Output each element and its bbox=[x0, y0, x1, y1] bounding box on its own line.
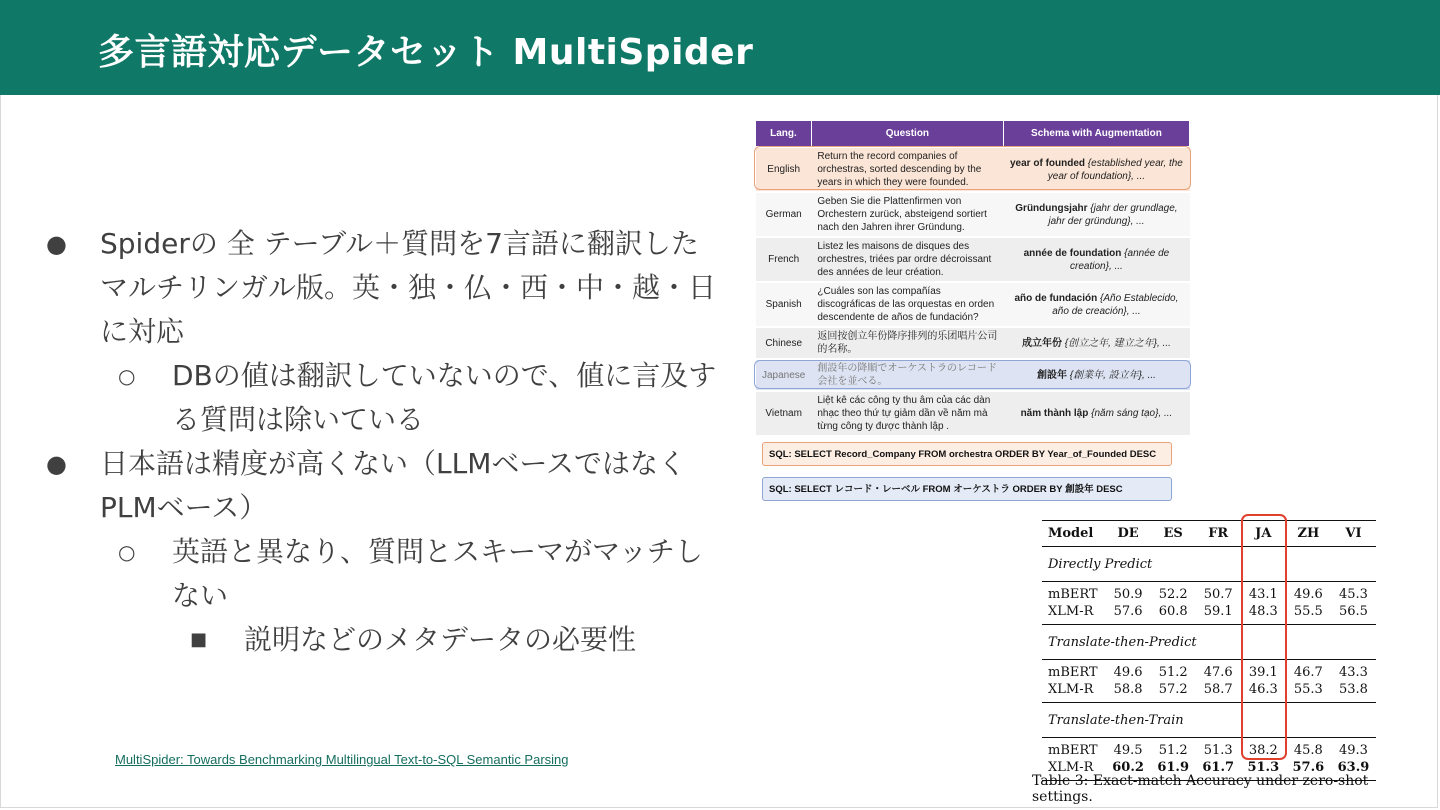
bullet-text: DBの値は翻訳していないので、値に言及する質問は除いている bbox=[172, 359, 717, 436]
score-cell: 49.3 bbox=[1338, 743, 1368, 758]
model-name: mBERT bbox=[1048, 743, 1098, 758]
schema-name: năm thành lập bbox=[1020, 408, 1089, 419]
results-row bbox=[1042, 603, 1376, 625]
schema-cell bbox=[1003, 192, 1189, 237]
language-name: German bbox=[756, 192, 811, 237]
question-text: Geben Sie die Plattenfirmen von Orchestern zurück, absteigend sortiert nach den Jahren ihrer Gründung. bbox=[811, 192, 1003, 237]
language-example-figure bbox=[740, 115, 1200, 510]
results-table bbox=[1042, 520, 1376, 781]
schema-augmentation: {année de creation}, ... bbox=[1070, 247, 1170, 272]
language-name: Japanese bbox=[756, 359, 811, 391]
language-row bbox=[756, 327, 1190, 359]
score-cell: 55.5 bbox=[1286, 603, 1331, 625]
score-cell: 49.5 bbox=[1113, 743, 1143, 758]
language-name: Chinese bbox=[756, 327, 811, 359]
score-cell: 60.8 bbox=[1151, 603, 1196, 625]
schema-augmentation: {jahr der grundlage, jahr der gründung}, ... bbox=[1048, 202, 1178, 227]
score-cell: 48.3 bbox=[1241, 603, 1286, 625]
score-cell: 39.1 bbox=[1248, 665, 1278, 680]
score-cell: 55.3 bbox=[1286, 681, 1331, 703]
score-cell: 51.3 bbox=[1203, 743, 1233, 758]
results-row bbox=[1042, 660, 1376, 682]
score-cell: 51.2 bbox=[1158, 665, 1188, 680]
schema-cell bbox=[1003, 237, 1189, 282]
reference-link[interactable]: MultiSpider: Towards Benchmarking Multilingual Text-to-SQL Semantic Parsing bbox=[115, 752, 569, 767]
results-header-cell: ZH bbox=[1286, 521, 1331, 547]
score-cell: 47.6 bbox=[1203, 665, 1233, 680]
group-label: Directly Predict bbox=[1042, 547, 1376, 582]
question-text: 返回按创立年份降序排列的乐团唱片公司的名称。 bbox=[811, 327, 1003, 359]
ja-column-highlight bbox=[1241, 514, 1287, 760]
score-cell: 61.9 bbox=[1151, 759, 1196, 781]
schema-cell bbox=[1003, 391, 1189, 435]
language-name: English bbox=[756, 147, 811, 192]
slide-title: 多言語対応データセット MultiSpider bbox=[98, 32, 754, 73]
language-name: Spanish bbox=[756, 282, 811, 327]
results-header-cell: FR bbox=[1196, 521, 1241, 547]
model-name: XLM-R bbox=[1042, 603, 1106, 625]
bullet-marker: ● bbox=[46, 450, 67, 478]
bullet-level2 bbox=[40, 530, 720, 618]
score-cell: 45.3 bbox=[1338, 587, 1368, 602]
bullet-text: 日本語は精度が高くない（LLMベースではなくPLMベース） bbox=[100, 447, 686, 524]
score-cell: 57.2 bbox=[1151, 681, 1196, 703]
score-cell: 58.8 bbox=[1106, 681, 1151, 703]
table-caption: Table 3: Exact-match Accuracy under zero-shot settings. bbox=[1032, 773, 1369, 805]
language-row bbox=[756, 237, 1190, 282]
schema-name: Gründungsjahr bbox=[1015, 202, 1088, 214]
results-row bbox=[1042, 738, 1376, 760]
results-header-cell: DE bbox=[1106, 521, 1151, 547]
score-cell: 63.9 bbox=[1331, 759, 1376, 781]
schema-augmentation: {established year, the year of foundation}, ... bbox=[1047, 157, 1183, 182]
model-name: mBERT bbox=[1048, 587, 1098, 602]
score-cell: 50.9 bbox=[1113, 587, 1143, 602]
score-cell: 61.7 bbox=[1196, 759, 1241, 781]
results-group-row bbox=[1042, 703, 1376, 738]
title-bar bbox=[0, 0, 1440, 95]
score-cell: 46.3 bbox=[1241, 681, 1286, 703]
schema-augmentation: {創業年, 設立年}, ... bbox=[1066, 369, 1156, 381]
question-text: ¿Cuáles son las compañías discográficas de las orquestas en orden descendente de años de fundación? bbox=[811, 282, 1003, 327]
score-cell: 38.2 bbox=[1248, 743, 1278, 758]
schema-augmentation: {创立之年, 建立之年}, ... bbox=[1061, 337, 1171, 349]
language-name: Vietnam bbox=[756, 391, 811, 435]
results-group-row bbox=[1042, 625, 1376, 660]
schema-name: year of founded bbox=[1010, 157, 1086, 169]
bullet-marker: ○ bbox=[118, 364, 136, 388]
score-cell: 43.1 bbox=[1248, 587, 1278, 602]
question-text: Return the record companies of orchestras, sorted descending by the years in which they were founded. bbox=[811, 147, 1003, 192]
bullet-marker: ○ bbox=[118, 540, 136, 564]
score-cell: 46.7 bbox=[1293, 665, 1323, 680]
results-figure bbox=[1030, 514, 1400, 805]
score-cell: 43.3 bbox=[1338, 665, 1368, 680]
score-cell: 53.8 bbox=[1331, 681, 1376, 703]
model-name: XLM-R bbox=[1042, 759, 1106, 781]
japanese-highlight-box bbox=[754, 360, 1191, 389]
bullet-level3 bbox=[40, 618, 720, 662]
question-text: Listez les maisons de disques des orchestres, triées par ordre décroissant des années de leur création. bbox=[811, 237, 1003, 282]
results-header-row bbox=[1042, 521, 1376, 547]
score-cell: 50.7 bbox=[1203, 587, 1233, 602]
score-cell: 60.2 bbox=[1106, 759, 1151, 781]
results-header-cell: ES bbox=[1151, 521, 1196, 547]
header-schema: Schema with Augmentation bbox=[1003, 121, 1189, 147]
score-cell: 57.6 bbox=[1106, 603, 1151, 625]
language-row bbox=[756, 192, 1190, 237]
results-header-cell: JA bbox=[1241, 521, 1286, 547]
results-header-cell: VI bbox=[1331, 521, 1376, 547]
sql-japanese: SQL: SELECT レコード・レーベル FROM オーケストラ ORDER BY 創設年 DESC bbox=[762, 477, 1172, 501]
bullet-level1 bbox=[40, 442, 720, 530]
schema-name: año de fundación bbox=[1014, 292, 1098, 304]
results-row bbox=[1042, 681, 1376, 703]
question-text: 創設年の降順でオーケストラのレコード会社を並べる。 bbox=[811, 359, 1003, 391]
english-highlight-box bbox=[754, 146, 1191, 190]
schema-augmentation: {năm sáng tạo}, ... bbox=[1088, 408, 1173, 419]
header-lang: Lang. bbox=[756, 121, 811, 147]
model-name: mBERT bbox=[1048, 665, 1098, 680]
results-row bbox=[1042, 582, 1376, 604]
score-cell: 51.2 bbox=[1158, 743, 1188, 758]
question-text: Liệt kê các công ty thu âm của các dàn nhạc theo thứ tự giảm dần về năm mà từng công ty được thành lập . bbox=[811, 391, 1003, 435]
bullet-marker: ● bbox=[46, 230, 67, 258]
language-row bbox=[756, 282, 1190, 327]
group-label: Translate-then-Train bbox=[1042, 703, 1376, 738]
bullet-text: Spiderの 全 テーブル＋質問を7言語に翻訳したマルチリンガル版。英・独・仏・西・中・越・日に対応 bbox=[100, 227, 717, 348]
score-cell: 56.5 bbox=[1331, 603, 1376, 625]
results-group-row bbox=[1042, 547, 1376, 582]
language-row bbox=[756, 391, 1190, 435]
group-label: Translate-then-Predict bbox=[1042, 625, 1376, 660]
score-cell: 49.6 bbox=[1293, 587, 1323, 602]
score-cell: 59.1 bbox=[1196, 603, 1241, 625]
bullet-level2 bbox=[40, 354, 720, 442]
schema-augmentation: {Año Establecido, año de creación}, ... bbox=[1052, 292, 1179, 317]
language-name: French bbox=[756, 237, 811, 282]
score-cell: 57.6 bbox=[1286, 759, 1331, 781]
score-cell: 52.2 bbox=[1158, 587, 1188, 602]
schema-name: 成立年份 bbox=[1021, 337, 1062, 349]
header-question: Question bbox=[811, 121, 1003, 147]
schema-name: 創設年 bbox=[1036, 369, 1067, 381]
bullet-list bbox=[40, 222, 720, 662]
sql-english: SQL: SELECT Record_Company FROM orchestra ORDER BY Year_of_Founded DESC bbox=[762, 442, 1172, 466]
bullet-level1 bbox=[40, 222, 720, 354]
language-table-header bbox=[756, 121, 1190, 147]
results-header-cell: Model bbox=[1042, 521, 1106, 547]
bullet-text: 英語と異なり、質問とスキーマがマッチしない bbox=[172, 535, 703, 612]
score-cell: 45.8 bbox=[1293, 743, 1323, 758]
score-cell: 49.6 bbox=[1113, 665, 1143, 680]
bullet-text: 説明などのメタデータの必要性 bbox=[244, 623, 637, 656]
bullet-marker: ■ bbox=[190, 629, 208, 650]
schema-cell bbox=[1003, 282, 1189, 327]
model-name: XLM-R bbox=[1042, 681, 1106, 703]
schema-name: année de foundation bbox=[1023, 247, 1122, 259]
score-cell: 58.7 bbox=[1196, 681, 1241, 703]
score-cell: 51.3 bbox=[1241, 759, 1286, 781]
schema-cell bbox=[1003, 327, 1189, 359]
